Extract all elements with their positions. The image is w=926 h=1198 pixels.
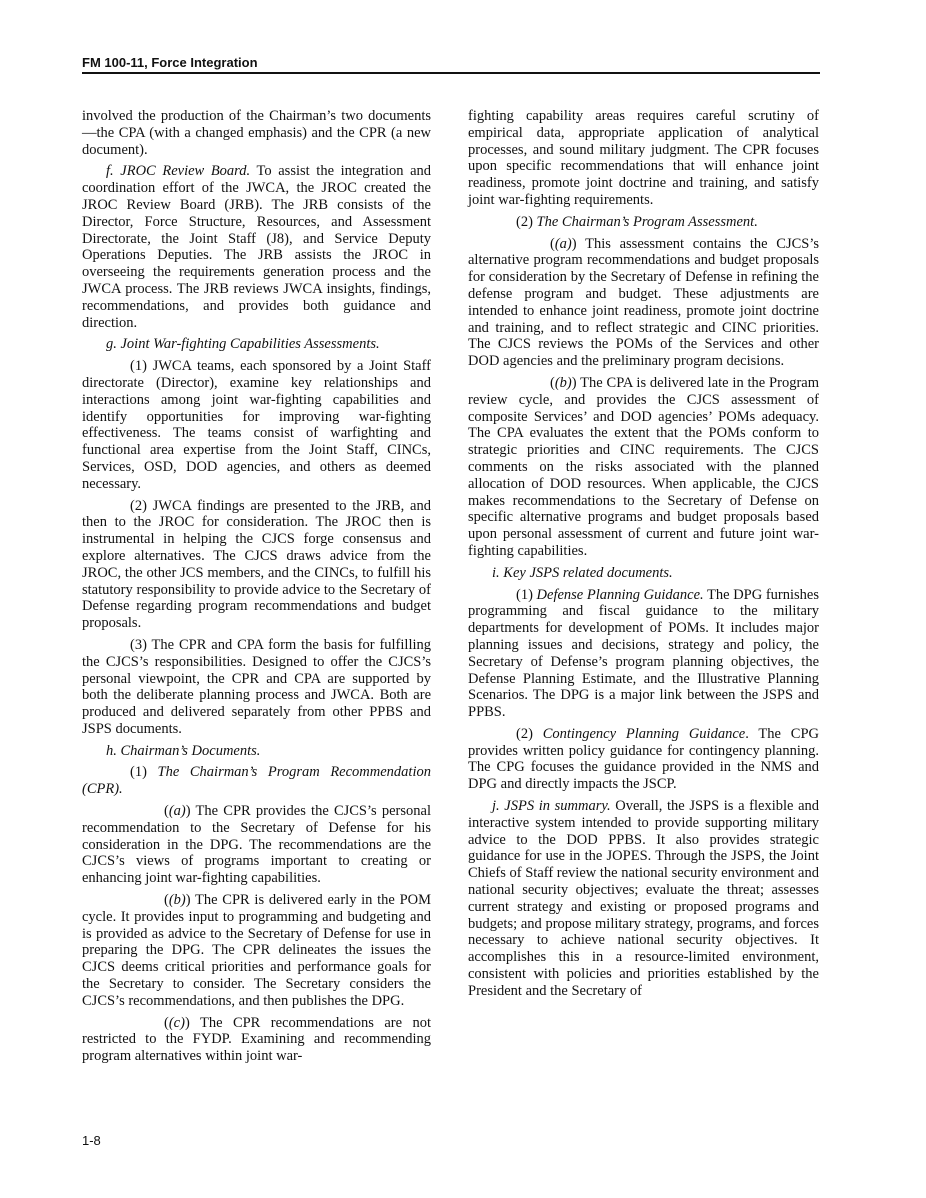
header-rule [82, 72, 820, 74]
paragraph: fighting capability areas requires careful scrutiny of empirical data, appropriate application of analytical processes, and sound military judgment. The CPR focuses upon specific recommendations that will enhance joint readiness, promote joint doctrine and training, and satisfy joint war-fighting requirements. [468, 108, 819, 208]
paragraph-h1a: ((a)) The CPR provides the CJCS’s personal recommendation to the Secretary of Defense for his consideration in the DPG. The recommendations are the CJCS’s views of programs important to creating or enhancing joint war-fighting capabilities. [82, 803, 431, 887]
left-column [82, 108, 431, 1070]
paragraph-h2a: ((a)) This assessment contains the CJCS’s alternative program recommendations and budget proposals for consideration by the Secretary of Defense in refining the defense program and budget. These adjustments are intended to enhance joint readiness, promote joint doctrine and training, and to reflect strategic and CINC priorities. The CJCS reviews the POMs of the Services and other DOD agencies and the preliminary program decisions. [468, 235, 819, 370]
running-header: FM 100-11, Force Integration [82, 55, 258, 70]
paragraph-g3: (3) The CPR and CPA form the basis for fulfilling the CJCS’s responsibilities. Designed to offer the CJCS’s personal viewpoint, the CPR and CPA are supported by both the deliberate planning process and JWCA. Both are produced and delivered separately from other PPBS and JSPS documents. [82, 636, 431, 737]
paragraph-i1: (1) Defense Planning Guidance. The DPG furnishes programming and fiscal guidance to the military departments for development of POMs. It includes major planning issues and decisions, strategy and policy, the Secretary of Defense’s program planning objectives, the Defense Planning Estimate, and the Illustrative Planning Scenarios. The DPG is a major link between the JSPS and PPBS. [468, 586, 819, 721]
paragraph-h1c: ((c)) The CPR recommendations are not restricted to the FYDP. Examining and recommending program alternatives within joint war- [82, 1014, 431, 1065]
paragraph: involved the production of the Chairman’s two documents—the CPA (with a changed emphasis) and the CPR (a new document). [82, 108, 431, 158]
subheading-g: g. Joint War-fighting Capabilities Assessments. [106, 336, 380, 353]
paragraph-f: f. JROC Review Board. To assist the integration and coordination effort of the JWCA, the JROC created the JROC Review Board (JRB). The JRB consists of the Director, Force Structure, Resources, and Assessment Directorate, the Joint Staff (J8), and Service Deputy Operations Deputies. The JRB assists the JROC in overseeing the requirements generation process and the JWCA process. The JRB reviews JWCA insights, findings, recommendations, and provides both guidance and direction. [82, 163, 432, 331]
paragraph-h2b: ((b)) The CPA is delivered late in the Program review cycle, and provides the CJCS assessment of composite Services’ and DOD agencies’ POMs adequacy. The CPA evaluates the extent that the POMs conform to strategic priorities and CINC requirements. The CJCS comments on the risks associated with the planned allocation of DOD resources. When applicable, the CJCS makes recommendations to the Secretary of Defense on specific alternative programs and budget proposals based upon personal assessment of current and future joint war-fighting capabilities. [468, 374, 819, 559]
paragraph-g2: (2) JWCA findings are presented to the JRB, and then to the JROC for consideration. The JROC then is instrumental in helping the CJCS forge consensus and explore alternatives. The CJCS draws advice from the JROC, the other JCS members, and the CINCs, to fulfill his statutory responsibility to provide advice to the Secretary of Defense regarding program recommendations and budget proposals. [82, 497, 431, 632]
paragraph-h1: (1) The Chairman’s Program Recommendation (CPR). [82, 764, 431, 798]
page-number: 1-8 [82, 1133, 101, 1148]
paragraph-h2: (2) The Chairman’s Program Assessment. [516, 213, 758, 230]
paragraph-j: j. JSPS in summary. Overall, the JSPS is a flexible and interactive system intended to provide supporting military advice to the DOD PPBS. It also provides strategic guidance for use in the JOPES. Through the JSPS, the Joint Chiefs of Staff review the national security environment and national security objectives; evaluate the threat; assesses current strategy and existing or proposed programs and budgets; and propose military strategy, programs, and forces necessary to achieve national security objectives. It accomplishes this in a resource-limited environment, consistent with policies and priorities established by the President and the Secretary of [468, 798, 819, 999]
right-column [468, 108, 819, 1005]
paragraph-g1: (1) JWCA teams, each sponsored by a Joint Staff directorate (Director), examine key relationships and interactions among joint war-fighting capabilities and identify opportunities for improving war-fighting effectiveness. The teams consist of warfighting and functional area expertise from the Joint Staff, CINCs, Services, OSD, DOD agencies, and others as deemed necessary. [82, 358, 431, 492]
subheading-i: i. Key JSPS related documents. [492, 564, 673, 581]
subheading-h: h. Chairman’s Documents. [106, 742, 261, 759]
subheading-j: j. JSPS in summary. [492, 798, 611, 815]
paragraph-i2: (2) Contingency Planning Guidance. The CPG provides written policy guidance for contingency planning. The CPG focuses the guidance provided in the NMS and DPG and directly impacts the JSCP. [468, 725, 819, 793]
subheading-f: f. JROC Review Board. [106, 163, 251, 180]
paragraph-h1b: ((b)) The CPR is delivered early in the POM cycle. It provides input to programming and budgeting and is provided as advice to the Secretary of Defense for use in preparing the DPG. The CPR delineates the issues the CJCS deems critical priorities and performance goals for the Secretary to consider. The Secretary considers the CJCS’s recommendations, and then publishes the DPG. [82, 892, 431, 1009]
